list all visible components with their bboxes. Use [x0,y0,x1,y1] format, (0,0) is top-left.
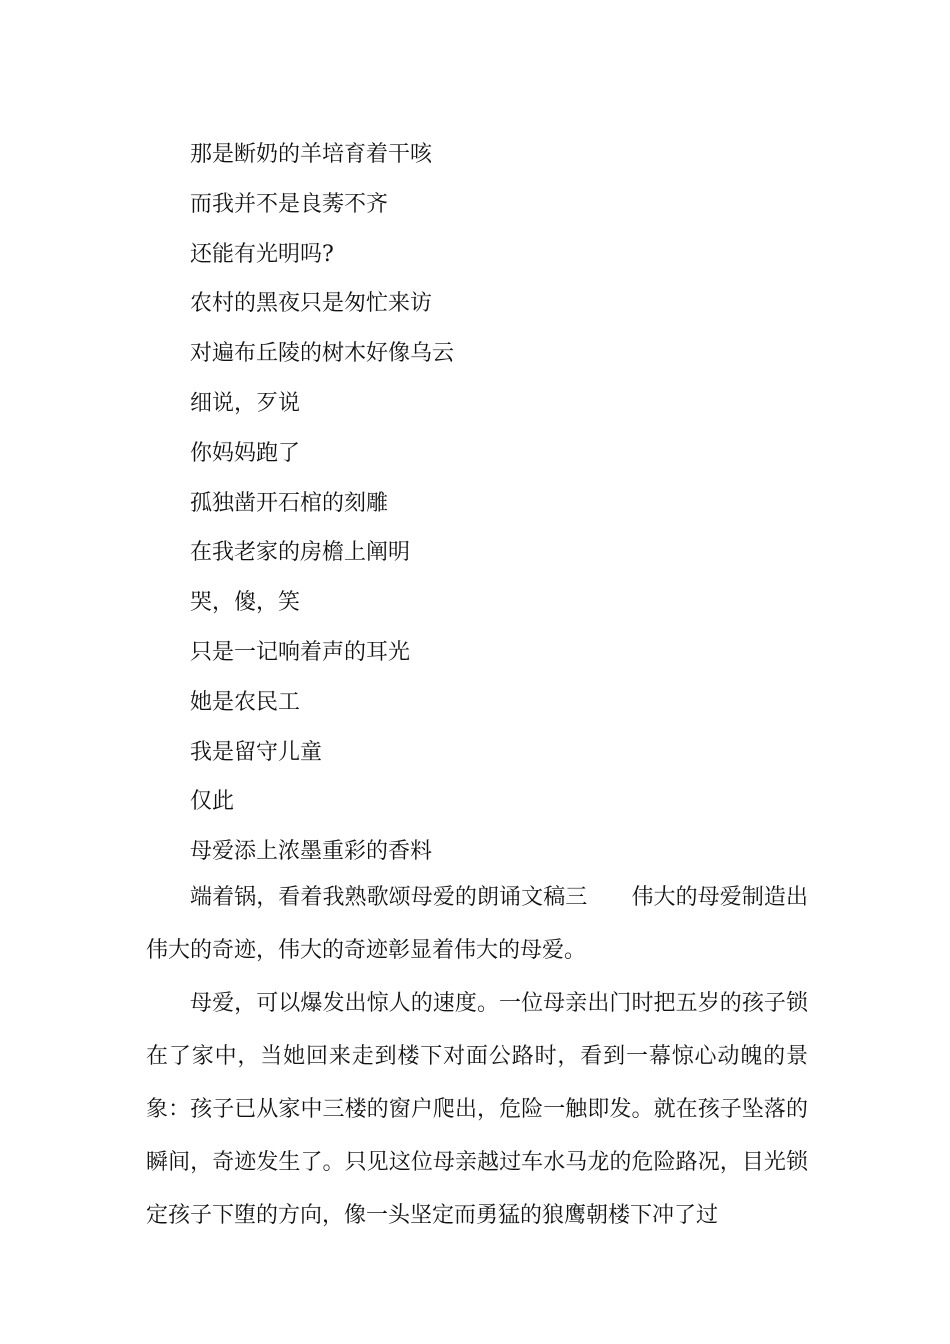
poem-line: 母爱添上浓墨重彩的香料 [190,839,433,865]
poem-line: 那是断奶的羊培育着干咳 [190,142,433,167]
paragraph-1-tail: 伟大的母爱制造出伟大的奇迹，伟大的奇迹彰显着伟大的母爱。 [146,885,808,963]
poem-line: 农村的黑夜只是匆忙来访 [190,291,433,317]
poem-line: 我是留守儿童 [190,739,323,765]
paragraph-2: 母爱，可以爆发出惊人的速度。一位母亲出门时把五岁的孩子锁在了家中，当她回来走到楼下对面公路时，看到一幕惊心动魄的景象：孩子已从家中三楼的窗户爬出，危险一触即发。就在孩子坠落的瞬间，奇迹发生了。只见这位母亲越过车水马龙的危险路况，目光锁定孩子下堕的方向，像一头坚定而勇猛的狼鹰朝楼下冲了过 [146,991,808,1228]
poem-line: 还能有光明吗? [190,241,334,267]
poem-line: 哭，傻，笑 [190,590,301,616]
poem-line: 而我并不是良莠不齐 [190,191,389,217]
poem-line: 你妈妈跑了 [190,440,301,466]
paragraph-1-head: 端着锅，看着我熟歌颂母爱的朗诵文稿三 [190,885,588,910]
poem-line: 孤独凿开石棺的刻雕 [190,490,389,516]
prose-block [146,871,808,1242]
poem-line: 她是农民工 [190,689,301,715]
poem-line: 细说，歹说 [190,390,301,416]
poem-line: 仅此 [190,789,235,815]
poem-line: 在我老家的房檐上阐明 [190,540,411,566]
paragraph-1 [146,871,808,977]
poem-block [190,130,454,877]
poem-line: 只是一记响着声的耳光 [190,639,411,665]
poem-line: 对遍布丘陵的树木好像乌云 [190,341,455,367]
